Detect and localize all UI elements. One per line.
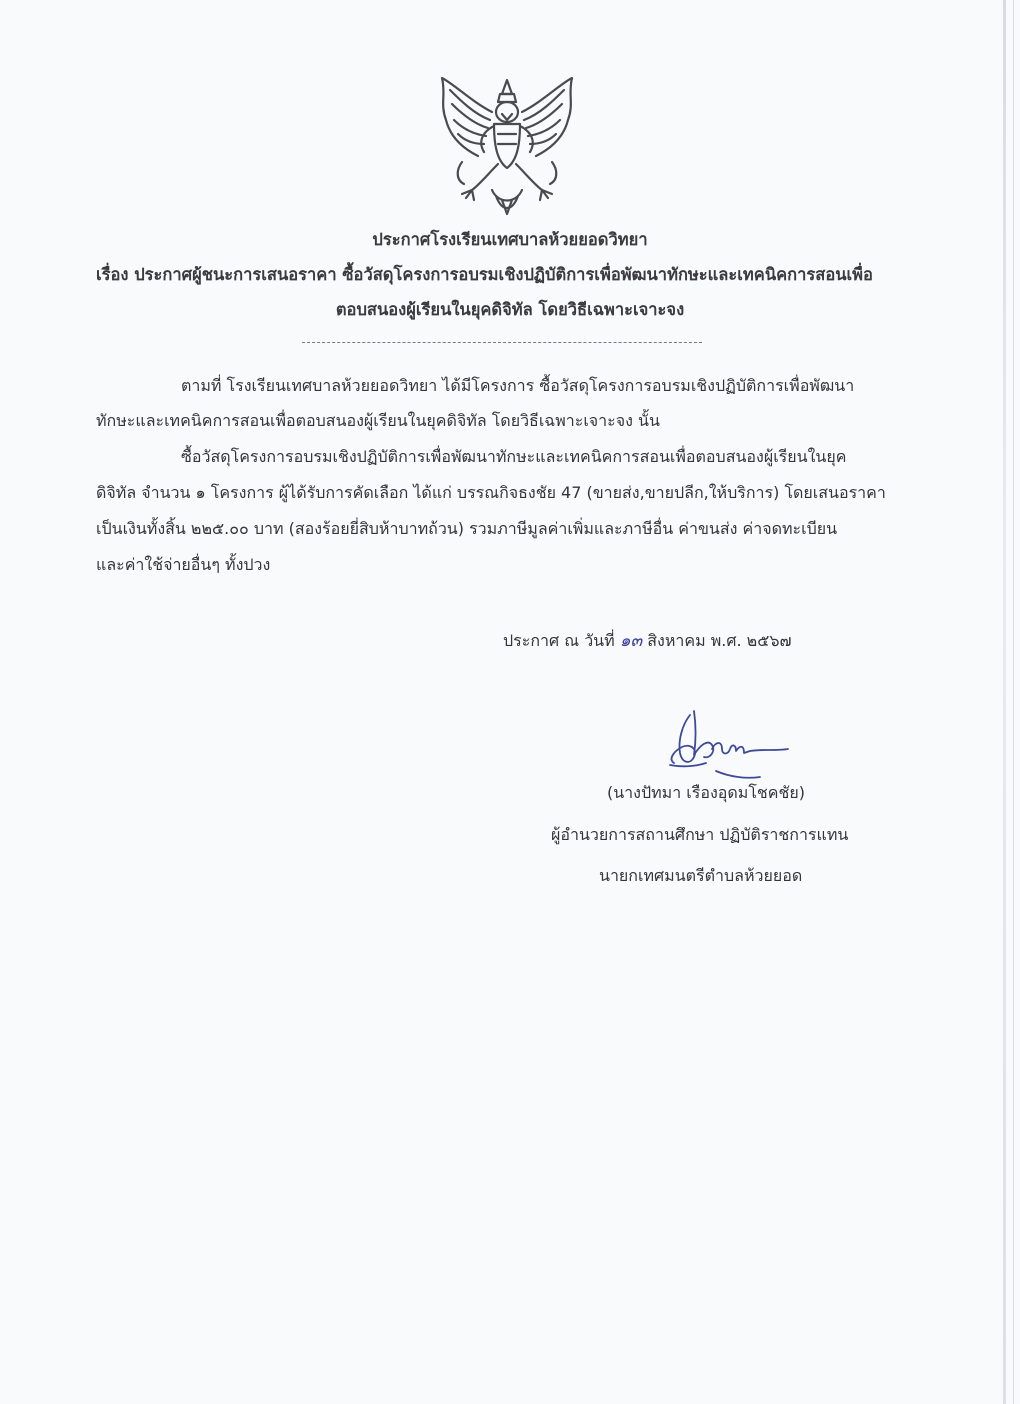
- announcement-date: [503, 627, 792, 654]
- body-line-5: เป็นเงินทั้งสิ้น ๒๒๕.๐๐ บาท (สองร้อยยี่สิบห้าบาทถ้วน) รวมภาษีมูลค่าเพิ่มและภาษีอื่น ค่าขนส่ง ค่าจดทะเบียน: [96, 519, 838, 538]
- date-prefix: ประกาศ ณ วันที่: [503, 631, 615, 650]
- body-line-4: ดิจิทัล จำนวน ๑ โครงการ ผู้ได้รับการคัดเลือก ได้แก่ บรรณกิจธงชัย 47 (ขายส่ง,ขายปลีก,ให้บริการ) โดยเสนอราคา: [96, 483, 886, 502]
- signatory-on-behalf: นายกเทศมนตรีตำบลห้วยยอด: [599, 866, 803, 885]
- announcement-title: ประกาศโรงเรียนเทศบาลห้วยยอดวิทยา: [372, 230, 648, 249]
- subject-line-2: ตอบสนองผู้เรียนในยุคดิจิทัล โดยวิธีเฉพาะเจาะจง: [335, 300, 685, 319]
- signatory-name: (นางปัทมา เรืองอุดมโชคชัย): [607, 783, 805, 802]
- date-month-year: สิงหาคม พ.ศ. ๒๕๖๗: [647, 631, 792, 650]
- scan-edge: [1003, 0, 1006, 1404]
- signatory-position: ผู้อำนวยการสถานศึกษา ปฏิบัติราชการแทน: [551, 825, 849, 844]
- garuda-emblem-icon: [432, 72, 582, 220]
- body-line-6: และค่าใช้จ่ายอื่นๆ ทั้งปวง: [96, 555, 271, 574]
- body-line-1: ตามที่ โรงเรียนเทศบาลห้วยยอดวิทยา ได้มีโครงการ ซื้อวัสดุโครงการอบรมเชิงปฏิบัติการเพื่อพัฒนา: [181, 376, 855, 395]
- body-line-3: ซื้อวัสดุโครงการอบรมเชิงปฏิบัติการเพื่อพัฒนาทักษะและเทคนิคการสอนเพื่อตอบสนองผู้เรียนในยุค: [181, 447, 847, 466]
- subject-line-1: เรื่อง ประกาศผู้ชนะการเสนอราคา ซื้อวัสดุโครงการอบรมเชิงปฏิบัติการเพื่อพัฒนาทักษะและเทคนิคการสอนเพื่อ: [96, 265, 873, 284]
- date-day: ๑๓: [619, 631, 643, 651]
- body-line-2: ทักษะและเทคนิคการสอนเพื่อตอบสนองผู้เรียนในยุคดิจิทัล โดยวิธีเฉพาะเจาะจง นั้น: [96, 411, 660, 430]
- scan-edge-line: [1013, 0, 1014, 1404]
- divider: [302, 342, 702, 343]
